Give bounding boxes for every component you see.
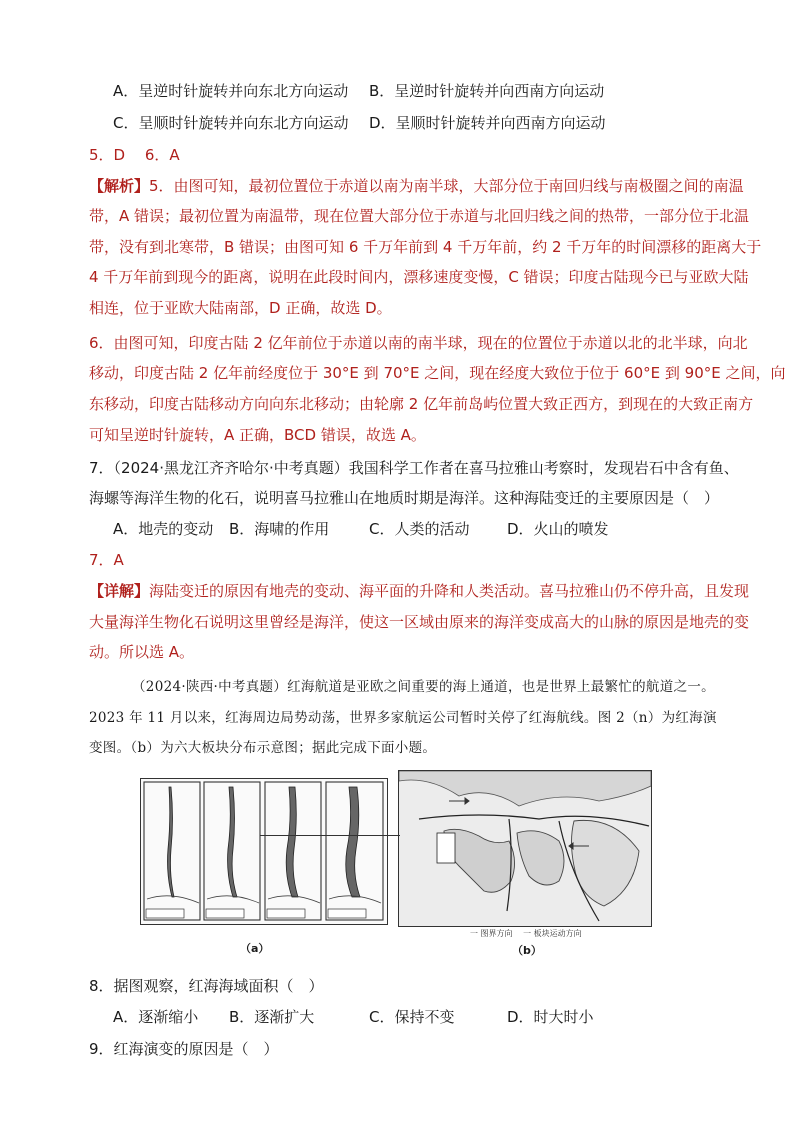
- analysis-tag: 【解析】: [89, 177, 150, 195]
- analysis-5-line-4: 4 千万年前到现今的距离，说明在此段时间内，漂移速度变慢，C 错误；印度古陆现今已与亚欧大陆: [89, 268, 749, 286]
- analysis-6-line-3: 东移动，印度古陆移动方向向东北移动；由轮廓 2 亿年前岛屿位置大致正西方，到现在的大致正南方: [89, 395, 754, 413]
- q8-option-d: D．时大时小: [507, 1008, 594, 1026]
- q7-stem-line-2: 海螺等海洋生物的化石，说明喜马拉雅山在地质时期是海洋。这种海陆变迁的主要原因是（ ）: [89, 489, 720, 507]
- q4-option-c: C．呈顺时针旋转并向东北方向运动: [113, 114, 349, 132]
- q7-option-b: B．海啸的作用: [229, 520, 330, 538]
- q7-option-c: C．人类的活动: [369, 520, 470, 538]
- caption-b: （b）: [512, 944, 542, 957]
- plates-map-drawing: [399, 771, 651, 926]
- connector-line: [260, 835, 400, 836]
- red-sea-figure: [140, 770, 652, 962]
- analysis-6-line-1: 6．由图可知，印度古陆 2 亿年前位于赤道以南的南半球，现在的位置位于赤道以北的北半球，向北: [89, 334, 748, 352]
- detail-7-line-2: 大量海洋生物化石说明这里曾经是海洋，使这一区域由原来的海洋变成高大的山脉的原因是地壳的变: [89, 613, 750, 631]
- q8-option-c: C．保持不变: [369, 1008, 455, 1026]
- q4-option-d: D．呈顺时针旋转并向西南方向运动: [369, 114, 606, 132]
- stem-8-9-line-3: 变图。（b）为六大板块分布示意图；据此完成下面小题。: [89, 740, 437, 756]
- analysis-6-line-4: 可知呈逆时针旋转，A 正确，BCD 错误，故选 A。: [89, 426, 426, 444]
- q8-stem: 8．据图观察，红海海域面积（ ）: [89, 977, 324, 995]
- detail-7-line-1: 【详解】海陆变迁的原因有地壳的变动、海平面的升降和人类活动。喜马拉雅山仍不停升高，且发现: [89, 582, 750, 600]
- analysis-6-line-2: 移动，印度古陆 2 亿年前经度位于 30°E 到 70°E 之间，现在经度大致位于位于 60°E 到 90°E 之间，向: [89, 364, 786, 382]
- q8-option-a: A．逐渐缩小: [113, 1008, 199, 1026]
- answers-5-6: 5．D 6．A: [89, 146, 180, 164]
- detail-7-line-3: 动。所以选 A。: [89, 643, 195, 661]
- q4-option-b: B．呈逆时针旋转并向西南方向运动: [369, 82, 605, 100]
- stem-8-9-line-1: （2024·陕西·中考真题）红海航道是亚欧之间重要的海上通道，也是世界上最繁忙的航道之一。: [132, 679, 715, 695]
- red-sea-evolution-frames: [141, 779, 387, 924]
- q7-option-d: D．火山的喷发: [507, 520, 609, 538]
- q4-option-a: A．呈逆时针旋转并向东北方向运动: [113, 82, 349, 100]
- caption-a: （a）: [240, 942, 270, 955]
- detail-tag: 【详解】: [89, 582, 150, 600]
- analysis-5-line-1: 【解析】5．由图可知，最初位置位于赤道以南为南半球，大部分位于南回归线与南极圈之间的南温: [89, 177, 744, 195]
- map-legend: 一 图界方向 一 板块运动方向: [470, 929, 582, 938]
- q7-stem-line-1: 7．（2024·黑龙江齐齐哈尔·中考真题）我国科学工作者在喜马拉雅山考察时，发现岩石中含有鱼、: [89, 459, 739, 477]
- six-plates-map: [398, 770, 652, 927]
- analysis-5-line-5: 相连，位于亚欧大陆南部，D 正确，故选 D。: [89, 299, 392, 317]
- analysis-5-line-2: 带，A 错误；最初位置为南温带，现在位置大部分位于赤道与北回归线之间的热带，一部分位于北温: [89, 207, 750, 225]
- stem-8-9-line-2: 2023 年 11 月以来，红海周边局势动荡，世界多家航运公司暂时关停了红海航线。图 2（n）为红海演: [89, 710, 717, 726]
- red-sea-evolution-map: [140, 778, 388, 925]
- q7-option-a: A．地壳的变动: [113, 520, 214, 538]
- analysis-5-line-3: 带，没有到北寒带，B 错误；由图可知 6 千万年前到 4 千万年前，约 2 千万年的时间漂移的距离大于: [89, 238, 762, 256]
- answer-7: 7．A: [89, 551, 124, 569]
- q9-stem: 9．红海演变的原因是（ ）: [89, 1040, 279, 1058]
- q8-option-b: B．逐渐扩大: [229, 1008, 315, 1026]
